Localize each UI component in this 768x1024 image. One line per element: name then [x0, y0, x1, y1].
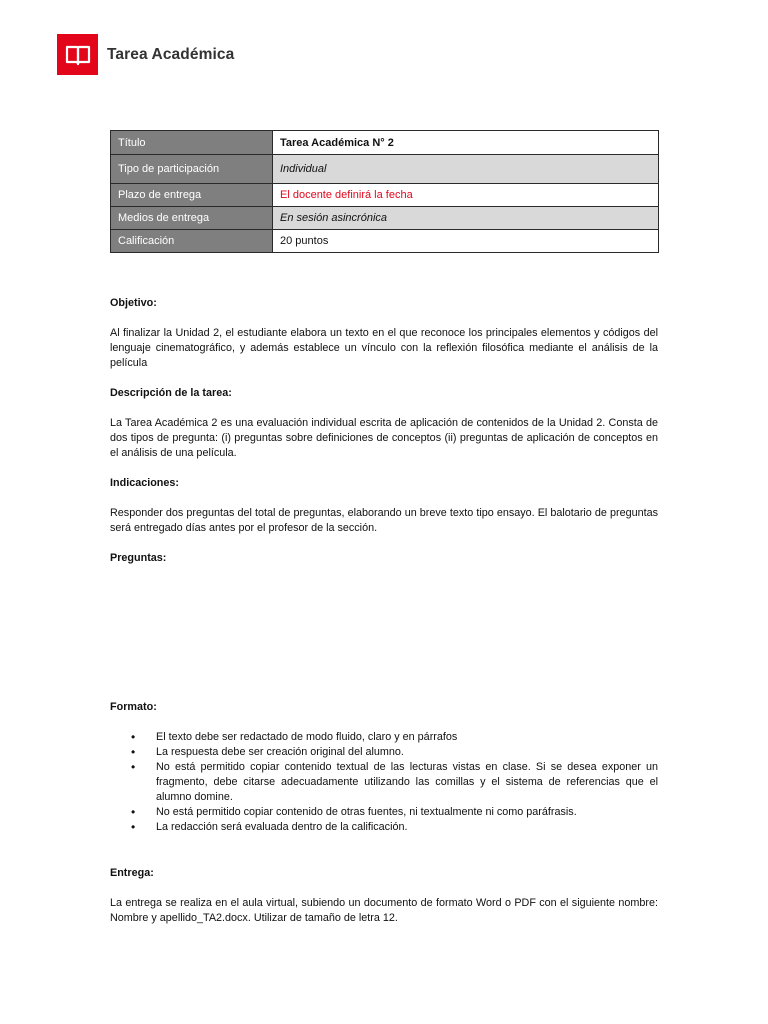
table-row [111, 131, 659, 155]
list-item: • El texto debe ser redactado de modo fluido, claro y en párrafos [131, 730, 658, 745]
list-item: • No está permitido copiar contenido de otras fuentes, ni textualmente ni como paráfrasis. [131, 805, 658, 820]
entrega-text: La entrega se realiza en el aula virtual, subiendo un documento de formato Word o PDF con el siguiente nombre: Nombre y apellido_TA2.docx. Utilizar de tamaño de letra 12. [110, 897, 658, 924]
row-value-grade: 20 puntos [273, 230, 659, 253]
section-heading-descripcion: Descripción de la tarea: [110, 387, 232, 399]
logo [57, 34, 98, 75]
list-item: • No está permitido copiar contenido textual de las lecturas vistas en clase. Si se desea exponer un fragmento, debe citarse adecuadamente utilizando las comillas y el sistema de referencias que el alumno domine. [131, 760, 658, 805]
objetivo-text: Al finalizar la Unidad 2, el estudiante elabora un texto en el que reconoce los principales elementos y códigos del lenguaje cinematográfico, y además establece un vínculo con la reflexión filosófica mediante el análisis de la película [110, 327, 658, 369]
row-value-participation: Individual [273, 155, 659, 184]
section-heading-preguntas: Preguntas: [110, 552, 167, 564]
section-heading-indicaciones: Indicaciones: [110, 477, 179, 489]
document-body [110, 296, 658, 926]
formato-list [131, 730, 658, 835]
row-label: Calificación [111, 230, 273, 253]
table-row [111, 207, 659, 230]
table-row [111, 230, 659, 253]
section-heading-objetivo: Objetivo: [110, 297, 157, 309]
list-item: • La redacción será evaluada dentro de la calificación. [131, 820, 658, 835]
row-label: Tipo de participación [111, 155, 273, 184]
table-row [111, 184, 659, 207]
table-row [111, 155, 659, 184]
brand-title: Tarea Académica [107, 45, 235, 63]
section-heading-formato: Formato: [110, 701, 157, 713]
assignment-info-table [110, 130, 659, 253]
section-heading-entrega: Entrega: [110, 867, 154, 879]
row-value-title: Tarea Académica N° 2 [273, 131, 659, 155]
list-item: • La respuesta debe ser creación original del alumno. [131, 745, 658, 760]
row-label: Plazo de entrega [111, 184, 273, 207]
document-header [57, 34, 234, 75]
open-book-icon [65, 44, 91, 66]
row-label: Medios de entrega [111, 207, 273, 230]
indicaciones-text: Responder dos preguntas del total de preguntas, elaborando un breve texto tipo ensayo. El balotario de preguntas será entregado días antes por el profesor de la sección. [110, 507, 658, 534]
row-label: Título [111, 131, 273, 155]
row-value-deadline: El docente definirá la fecha [273, 184, 659, 207]
row-value-delivery-medium: En sesión asincrónica [273, 207, 659, 230]
descripcion-text: La Tarea Académica 2 es una evaluación individual escrita de aplicación de contenidos de la Unidad 2. Consta de dos tipos de pregunta: (i) preguntas sobre definiciones de conceptos (ii) preguntas de aplicación de conceptos en el análisis de una película. [110, 417, 658, 459]
